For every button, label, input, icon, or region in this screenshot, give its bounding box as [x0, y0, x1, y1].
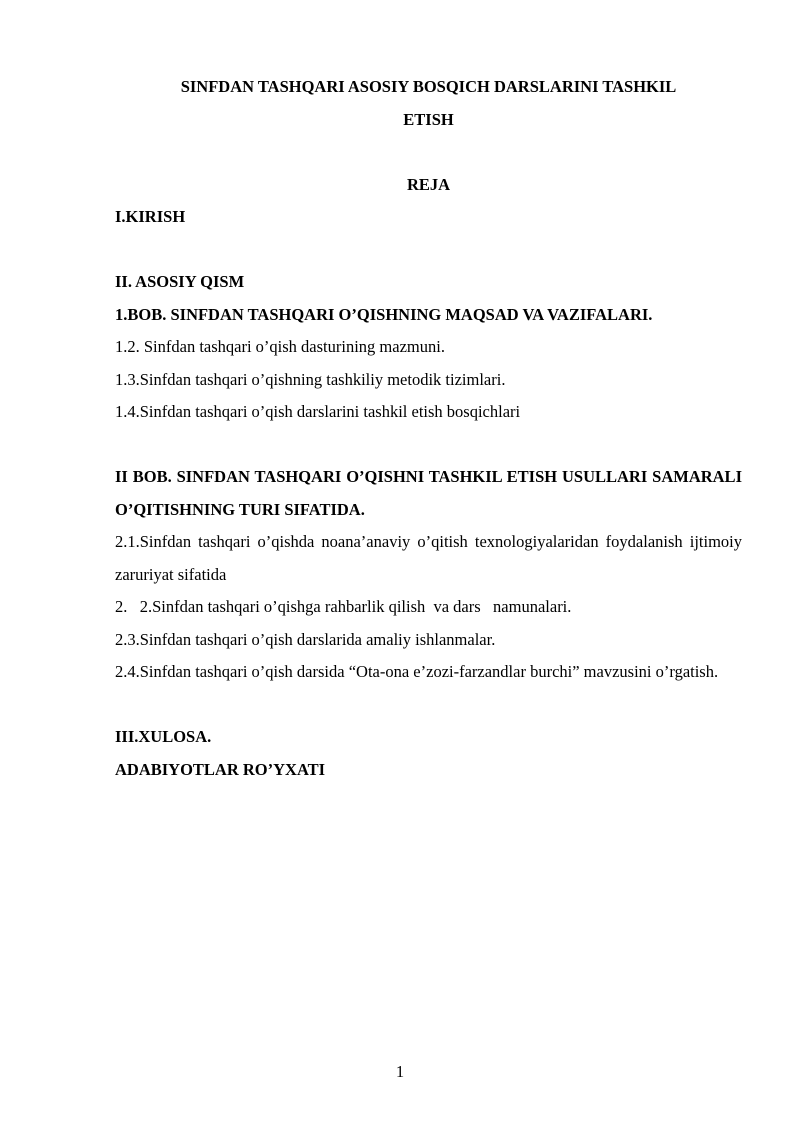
references-heading: ADABIYOTLAR RO’YXATI [115, 759, 326, 779]
document-title [115, 71, 742, 136]
chapter-1-item: 1.2. Sinfdan tashqari o’qish dasturining mazmuni. [115, 337, 445, 356]
chapter-2-item: 2.3.Sinfdan tashqari o’qish darslarida amaliy ishlanmalar. [115, 629, 496, 649]
chapter-2-item: 2.4.Sinfdan tashqari o’qish darsida “Ota-ona e’zozi-farzandlar burchi” mavzusini o’rgatish. [115, 662, 719, 681]
document-title-line-1: SINFDAN TASHQARI ASOSIY BOSQICH DARSLARINI TASHKIL [180, 77, 677, 96]
chapter-1-item: 1.3.Sinfdan tashqari o’qishning tashkiliy metodik tizimlari. [115, 369, 506, 389]
plan-heading: REJA [406, 174, 451, 194]
chapter-2-item: 2. 2.Sinfdan tashqari o’qishga rahbarlik qilish va dars namunalari. [115, 597, 572, 616]
chapter-1-heading: 1.BOB. SINFDAN TASHQARI O’QISHNING MAQSAD VA VAZIFALARI. [115, 304, 653, 324]
spacer [115, 234, 742, 267]
chapter-2-item: 2.1.Sinfdan tashqari o’qishda noana’anaviy o’qitish texnologiyalaridan foydalanish ijtimoiy zaruriyat sifatida [115, 532, 742, 584]
intro-heading: I.KIRISH [115, 207, 186, 226]
page-number: 1 [395, 1062, 405, 1081]
spacer [115, 689, 742, 722]
spacer [115, 429, 742, 462]
document-content [115, 71, 742, 786]
document-title-line-2: ETISH [403, 109, 454, 129]
conclusion-heading: III.XULOSA. [115, 727, 212, 746]
chapter-1-item: 1.4.Sinfdan tashqari o’qish darslarini tashkil etish bosqichlari [115, 402, 521, 421]
chapter-2-heading: II BOB. SINFDAN TASHQARI O’QISHNI TASHKIL ETISH USULLARI SAMARALI O’QITISHNING TURI SIFATIDA. [115, 467, 742, 519]
main-part-heading: II. ASOSIY QISM [115, 272, 245, 291]
